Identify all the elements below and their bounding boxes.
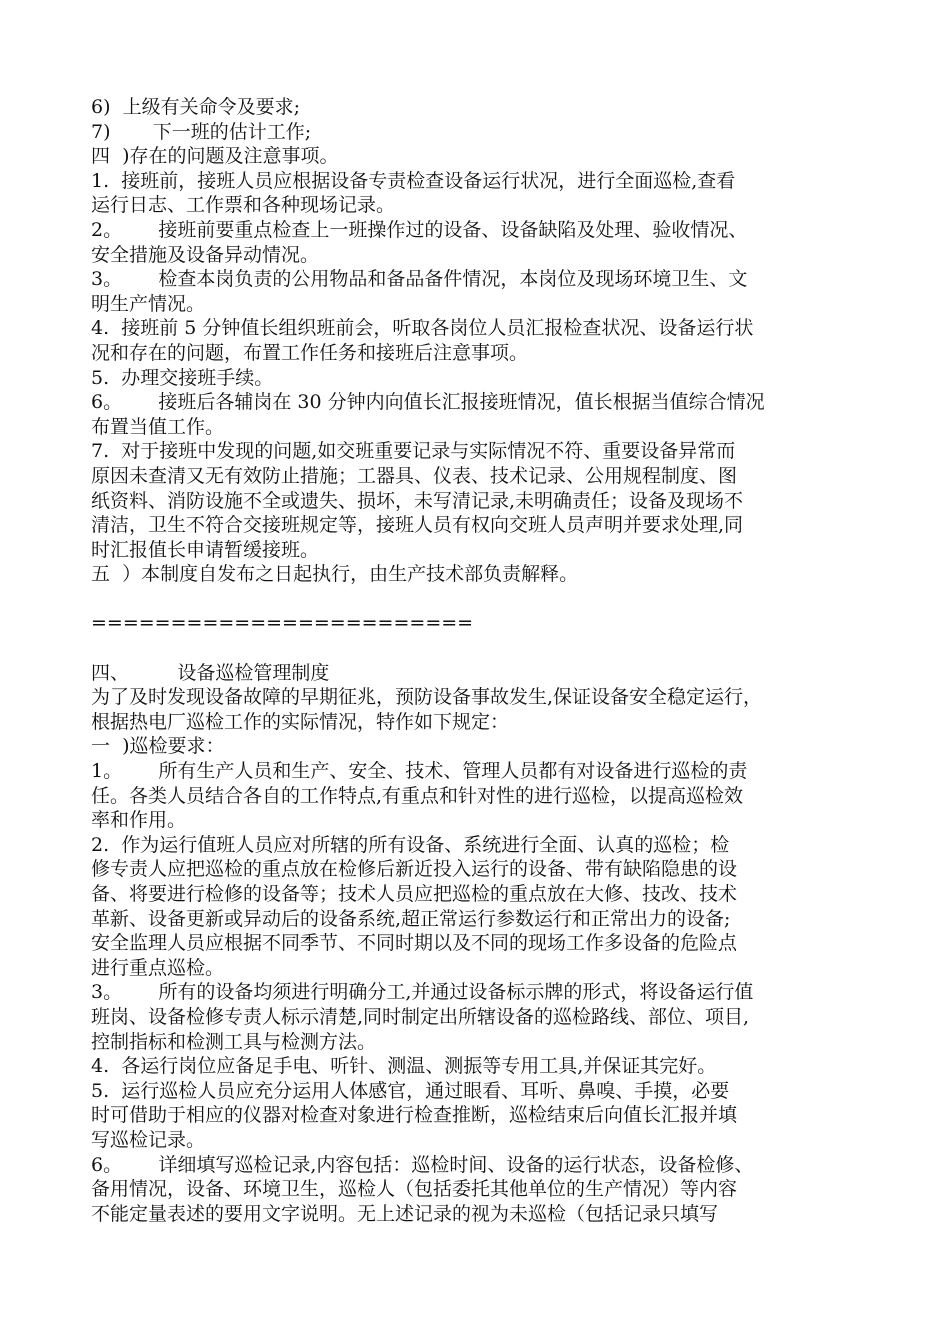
- text-line: 4. 接班前 5 分钟值长组织班前会，听取各岗位人员汇报检查状况、设备运行状: [91, 317, 754, 340]
- text-line: 班岗、设备检修专责人标示清楚,同时制定出所辖设备的巡检路线、部位、项目,: [91, 1005, 750, 1028]
- text-line: 7. 对于接班中发现的问题,如交班重要记录与实际情况不符、重要设备异常而: [91, 440, 736, 463]
- text-line: 2。 接班前要重点检查上一班操作过的设备、设备缺陷及处理、验收情况、: [91, 218, 748, 241]
- text-line: 安全监理人员应根据不同季节、不同时期以及不同的现场工作多设备的危险点: [91, 932, 738, 955]
- text-line: 革新、设备更新或异动后的设备系统,超正常运行参数运行和正常出力的设备;: [91, 907, 731, 930]
- text-line: 1. 接班前，接班人员应根据设备专责检查设备运行状况，进行全面巡检,查看: [91, 169, 736, 192]
- text-line: 6) 上级有关命令及要求;: [91, 96, 300, 118]
- text-line: 3。 所有的设备均须进行明确分工,并通过设备标示牌的形式，将设备运行值: [91, 981, 754, 1004]
- blank-line: [91, 587, 871, 612]
- text-line: 5. 运行巡检人员应充分运用人体感官，通过眼看、耳听、鼻嗅、手摸，必要: [91, 1079, 730, 1102]
- text-line: 2. 作为运行值班人员应对所辖的所有设备、系统进行全面、认真的巡检；检: [91, 833, 730, 856]
- text-line: 修专责人应把巡检的重点放在检修后新近投入运行的设备、带有缺陷隐患的设: [91, 858, 738, 881]
- text-line: 四、 设备巡检管理制度: [91, 661, 330, 684]
- text-line: 6。 详细填写巡检记录,内容包括：巡检时间、设备的运行状态，设备检修、: [91, 1153, 754, 1176]
- text-line: 纸资料、消防设施不全或遗失、损坏，未写清记录,未明确责任；设备及现场不: [91, 489, 744, 512]
- text-line: 3。 检查本岗负责的公用物品和备品备件情况，本岗位及现场环境卫生、文: [91, 268, 748, 291]
- text-line: 写巡检记录。: [91, 1128, 206, 1151]
- text-line: 原因未查清又无有效防止措施；工器具、仪表、技术记录、公用规程制度、图: [91, 464, 738, 487]
- text-line: 4. 各运行岗位应备足手电、听针、测温、测振等专用工具,并保证其完好。: [91, 1055, 717, 1078]
- blank-line: [91, 636, 871, 661]
- text-line: 5. 办理交接班手续。: [91, 366, 274, 389]
- text-line: 安全措施及设备异动情况。: [91, 243, 320, 266]
- text-line: 备用情况，设备、环境卫生，巡检人（包括委托其他单位的生产情况）等内容: [91, 1178, 738, 1201]
- text-line: 运行日志、工作票和各种现场记录。: [91, 194, 396, 217]
- text-line: 1。 所有生产人员和生产、安全、技术、管理人员都有对设备进行巡检的责: [91, 760, 748, 783]
- text-line: 时汇报值长申请暂缓接班。: [91, 538, 320, 561]
- text-line: 任。各类人员结合各自的工作特点,有重点和针对性的进行巡检，以提高巡检效: [91, 784, 744, 807]
- text-line: 率和作用。: [91, 809, 187, 832]
- text-line: 进行重点巡检。: [91, 956, 225, 979]
- text-line: 一 )巡检要求：: [91, 735, 225, 758]
- text-line: 为了及时发现设备故障的早期征兆，预防设备事故发生,保证设备安全稳定运行，: [91, 686, 763, 709]
- text-line: 不能定量表述的要用文字说明。无上述记录的视为未巡检（包括记录只填写: [91, 1202, 719, 1225]
- text-line: 明生产情况。: [91, 292, 206, 315]
- text-line: 五 ）本制度自发布之日起执行，由生产技术部负责解释。: [91, 563, 579, 586]
- text-line: 四 )存在的问题及注意事项。: [91, 145, 339, 168]
- text-line: 根据热电厂巡检工作的实际情况，特作如下规定：: [91, 710, 510, 733]
- text-line: 控制指标和检测工具与检测方法。: [91, 1030, 377, 1053]
- text-line: 清洁，卫生不符合交接班规定等，接班人员有权向交班人员声明并要求处理,同: [91, 514, 744, 537]
- text-line: 备、将要进行检修的设备等；技术人员应把巡检的重点放在大修、技改、技术: [91, 883, 738, 905]
- document-body: [91, 95, 871, 1226]
- text-line: ========================: [91, 612, 474, 635]
- text-line: 6。 接班后各辅岗在 30 分钟内向值长汇报接班情况，值长根据当值综合情况: [91, 391, 765, 414]
- text-line: 时可借助于相应的仪器对检查对象进行检查推断，巡检结束后向值长汇报并填: [91, 1104, 738, 1127]
- text-line: 况和存在的问题，布置工作任务和接班后注意事项。: [91, 341, 529, 364]
- text-line: 布置当值工作。: [91, 415, 225, 438]
- text-line: 7) 下一班的估计工作;: [91, 120, 312, 143]
